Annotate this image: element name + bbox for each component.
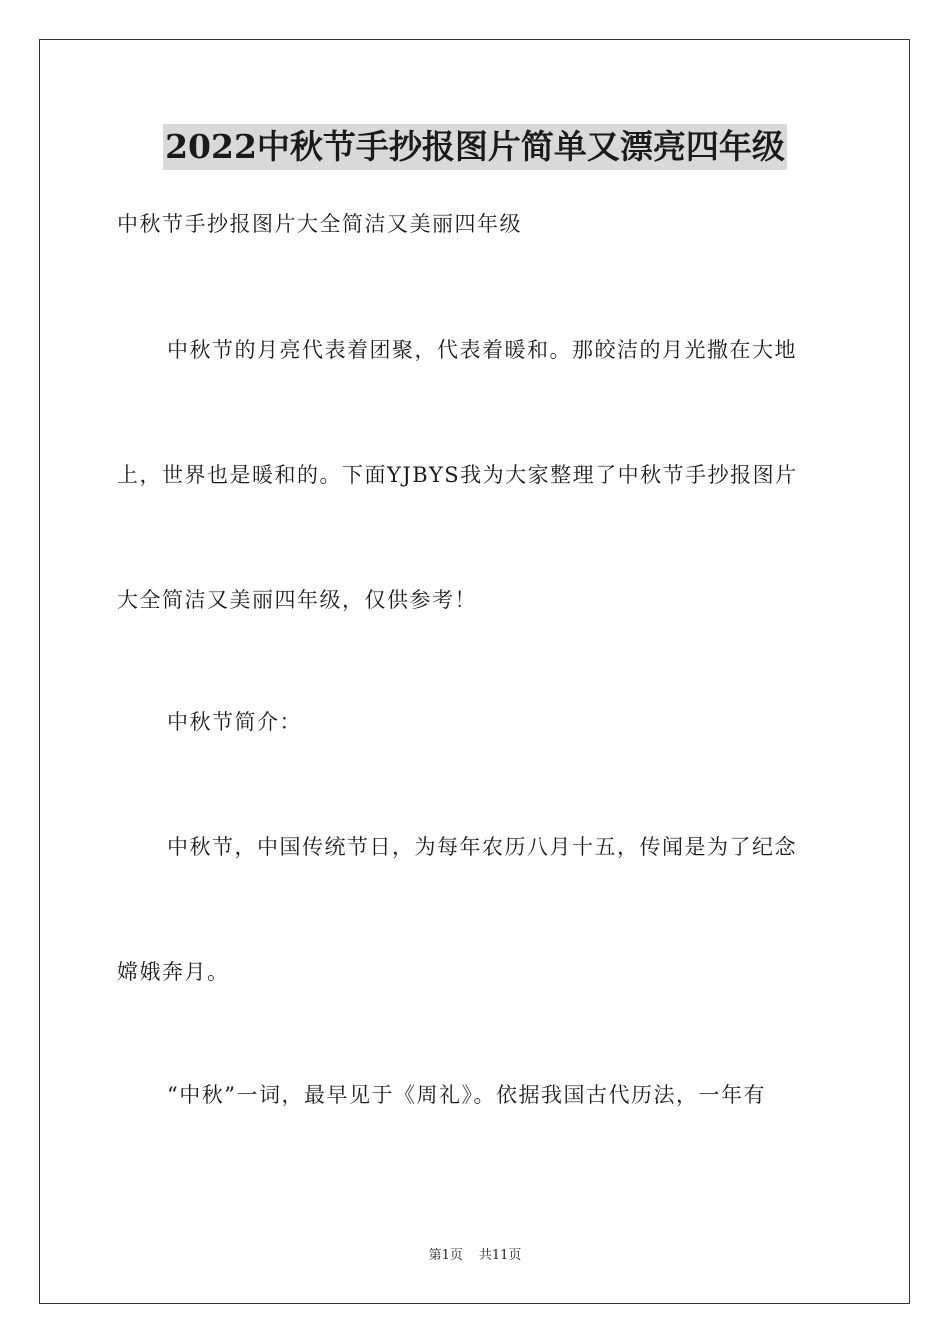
page-total: 共11页 — [478, 1248, 522, 1263]
document-title: 2022中秋节手抄报图片简单又漂亮四年级 — [163, 124, 787, 170]
title-container — [0, 124, 950, 170]
page-footer — [0, 1247, 950, 1265]
paragraph-line-4: 中秋节，中国传统节日，为每年农历八月十五，传闻是为了纪念 — [167, 835, 797, 859]
paragraph-line-3: 大全简洁又美丽四年级，仅供参考！ — [117, 588, 477, 612]
section-heading: 中秋节简介： — [167, 710, 302, 734]
paragraph-line-6: “中秋”一词，最早见于《周礼》。依据我国古代历法，一年有 — [167, 1083, 766, 1107]
page-number: 第1页 — [428, 1248, 463, 1263]
document-subtitle: 中秋节手抄报图片大全简洁又美丽四年级 — [117, 212, 522, 236]
paragraph-line-1: 中秋节的月亮代表着团聚，代表着暖和。那皎洁的月光撒在大地 — [167, 338, 797, 362]
paragraph-line-5: 嫦娥奔月。 — [117, 960, 230, 984]
paragraph-line-2: 上，世界也是暖和的。下面YJBYS我为大家整理了中秋节手抄报图片 — [117, 463, 798, 487]
